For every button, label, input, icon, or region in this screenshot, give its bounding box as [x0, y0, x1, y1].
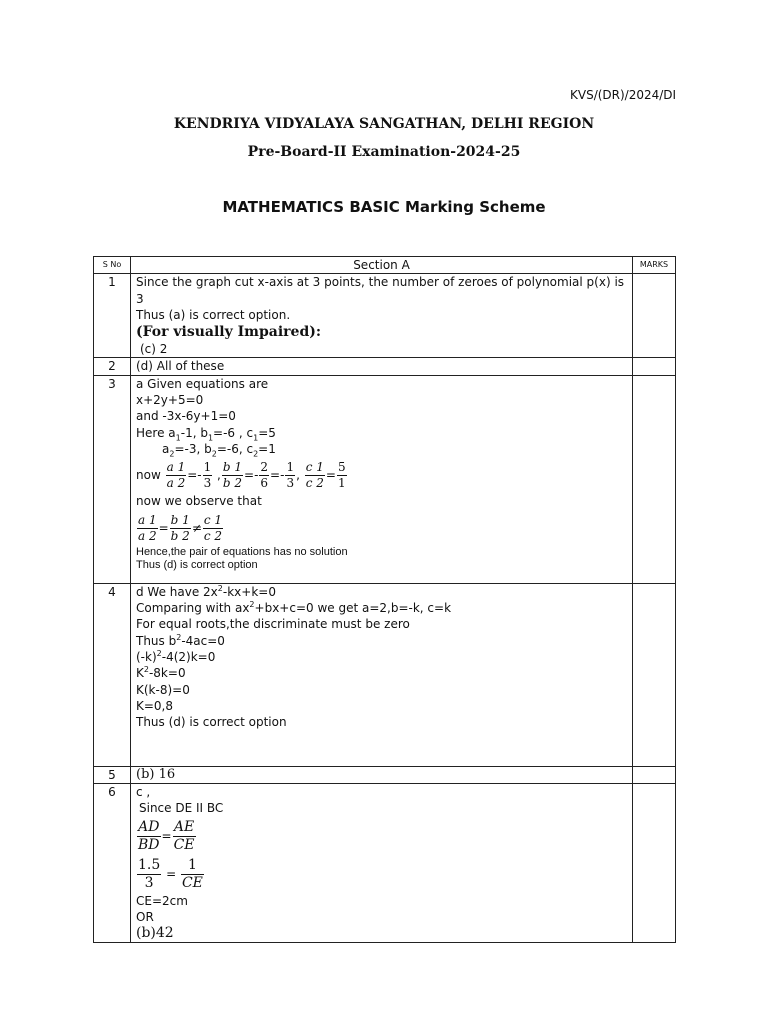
marking-scheme-table — [93, 256, 676, 943]
table-header-row — [94, 257, 676, 274]
question-number: 4 — [94, 583, 131, 766]
fraction: $\frac{2}{6}$ — [260, 460, 269, 491]
fraction: $\frac{c 1}{c 2}$ — [305, 460, 324, 491]
answer-line: Thus (d) is correct option — [136, 715, 287, 730]
answer-line: OR — [136, 909, 154, 924]
answer-cell — [131, 766, 633, 783]
fraction: $\frac{b 1}{b 2}$ — [170, 512, 190, 543]
answer-line: Since DE II BC — [139, 801, 224, 816]
proportion-line: $\frac{AD}{BD}$ = $\frac{AE}{CE}$ — [138, 818, 195, 853]
table-row — [94, 766, 676, 783]
page-title: MATHEMATICS BASIC Marking Scheme — [222, 198, 546, 216]
marks-cell — [633, 766, 676, 783]
table-row — [94, 784, 676, 942]
fraction: $\frac{1}{CE}$ — [181, 856, 203, 891]
answer-line: $K^2-8k=0$ — [136, 665, 186, 681]
answer-cell — [131, 583, 633, 766]
coefficients-line-1: Here $a_1-1$, $b_1=-6$ , $c_1=5$ — [136, 425, 276, 443]
inequality-line: $\frac{a 1}{a 2}$ = $\frac{b 1}{b 2}$ ≠ $\frac{c 1}{c 2}$ — [138, 512, 223, 543]
visually-impaired-heading: (For visually Impaired): — [136, 324, 322, 341]
fraction: $\frac{a 1}{a 2}$ — [138, 512, 157, 543]
answer-line: CE=2cm — [136, 893, 188, 908]
proportion-line: $\frac{1.5}{3}$ = $\frac{1}{CE}$ — [138, 856, 203, 891]
answer-line: K(k-8)=0 — [136, 682, 190, 697]
question-number: 5 — [94, 766, 131, 783]
coefficients-line-2: $a_2=-3$, $b_2=-6$, $c_2=1$ — [162, 441, 276, 459]
answer-line: x+2y+5=0 — [136, 393, 204, 408]
fraction: $\frac{AE}{CE}$ — [173, 818, 195, 853]
marks-cell — [633, 375, 676, 583]
answer-cell — [131, 375, 633, 583]
question-number: 6 — [94, 784, 131, 942]
exam-heading: Pre-Board-II Examination-2024-25 — [247, 144, 521, 160]
fraction: $\frac{1}{3}$ — [286, 460, 295, 491]
fraction: $\frac{1.5}{3}$ — [138, 856, 161, 891]
table-row — [94, 375, 676, 583]
answer-line: now we observe that — [136, 494, 262, 509]
marks-cell — [633, 358, 676, 375]
ratio-line: now $\frac{a 1}{a 2}$ =- $\frac{1}{3}$ , $\frac{b 1}{b 2}$ =- $\frac{2}{6}$ =- $\frac{1}{3}$ , $\frac{c 1}{c 2}$ = $\frac{5}{1}$ — [136, 460, 346, 491]
answer-cell — [131, 274, 633, 358]
organization-heading: KENDRIYA VIDYALAYA SANGATHAN, DELHI REGION — [173, 116, 595, 132]
answer-line: (b)42 — [136, 925, 174, 942]
marks-cell — [633, 784, 676, 942]
column-header-sno: S No — [94, 257, 131, 274]
marks-cell — [633, 583, 676, 766]
question-number: 3 — [94, 375, 131, 583]
fraction: $\frac{AD}{BD}$ — [138, 818, 160, 853]
answer-cell — [131, 784, 633, 942]
answer-line: K=0,8 — [136, 698, 174, 713]
answer-line: Comparing with $ax^2+bx+c=0$ we get a=2,b=-k, c=k — [136, 600, 452, 616]
answer-line: Thus (a) is correct option. — [136, 307, 291, 322]
fraction: $\frac{5}{1}$ — [337, 460, 346, 491]
question-number: 2 — [94, 358, 131, 375]
marks-cell — [633, 274, 676, 358]
answer-line: Thus $b^2-4ac=0$ — [136, 632, 225, 648]
answer-line: (c) 2 — [140, 342, 168, 357]
answer-line: (b) 16 — [136, 766, 176, 782]
answer-line: Since the graph cut x-axis at 3 points, the number of zeroes of polynomial p(x) is 3 — [136, 275, 625, 306]
question-number: 1 — [94, 274, 131, 358]
column-header-marks: MARKS — [633, 257, 676, 274]
answer-line: c , — [136, 785, 151, 800]
answer-line: For equal roots,the discriminate must be zero — [136, 617, 410, 632]
answer-line: and -3x-6y+1=0 — [136, 409, 236, 424]
answer-line: Thus (d) is correct option — [136, 558, 258, 571]
answer-line: d We have $2x^2-kx+k=0$ — [136, 583, 276, 599]
fraction: $\frac{a 1}{a 2}$ — [166, 460, 186, 491]
table-row — [94, 274, 676, 358]
table-row — [94, 583, 676, 766]
fraction: $\frac{b 1}{b 2}$ — [222, 460, 243, 491]
table-row — [94, 358, 676, 375]
answer-line: $(-k)^2-4(2)k=0$ — [136, 648, 216, 664]
document-reference: KVS/(DR)/2024/DI — [570, 88, 677, 102]
answer-cell — [131, 358, 633, 375]
column-header-section: Section A — [131, 257, 633, 274]
answer-line: a Given equations are — [136, 376, 269, 391]
answer-line: (d) All of these — [136, 359, 225, 374]
fraction: $\frac{1}{3}$ — [203, 460, 212, 491]
fraction: $\frac{c 1}{c 2}$ — [203, 512, 223, 543]
answer-line: Hence,the pair of equations has no solution — [136, 545, 348, 558]
